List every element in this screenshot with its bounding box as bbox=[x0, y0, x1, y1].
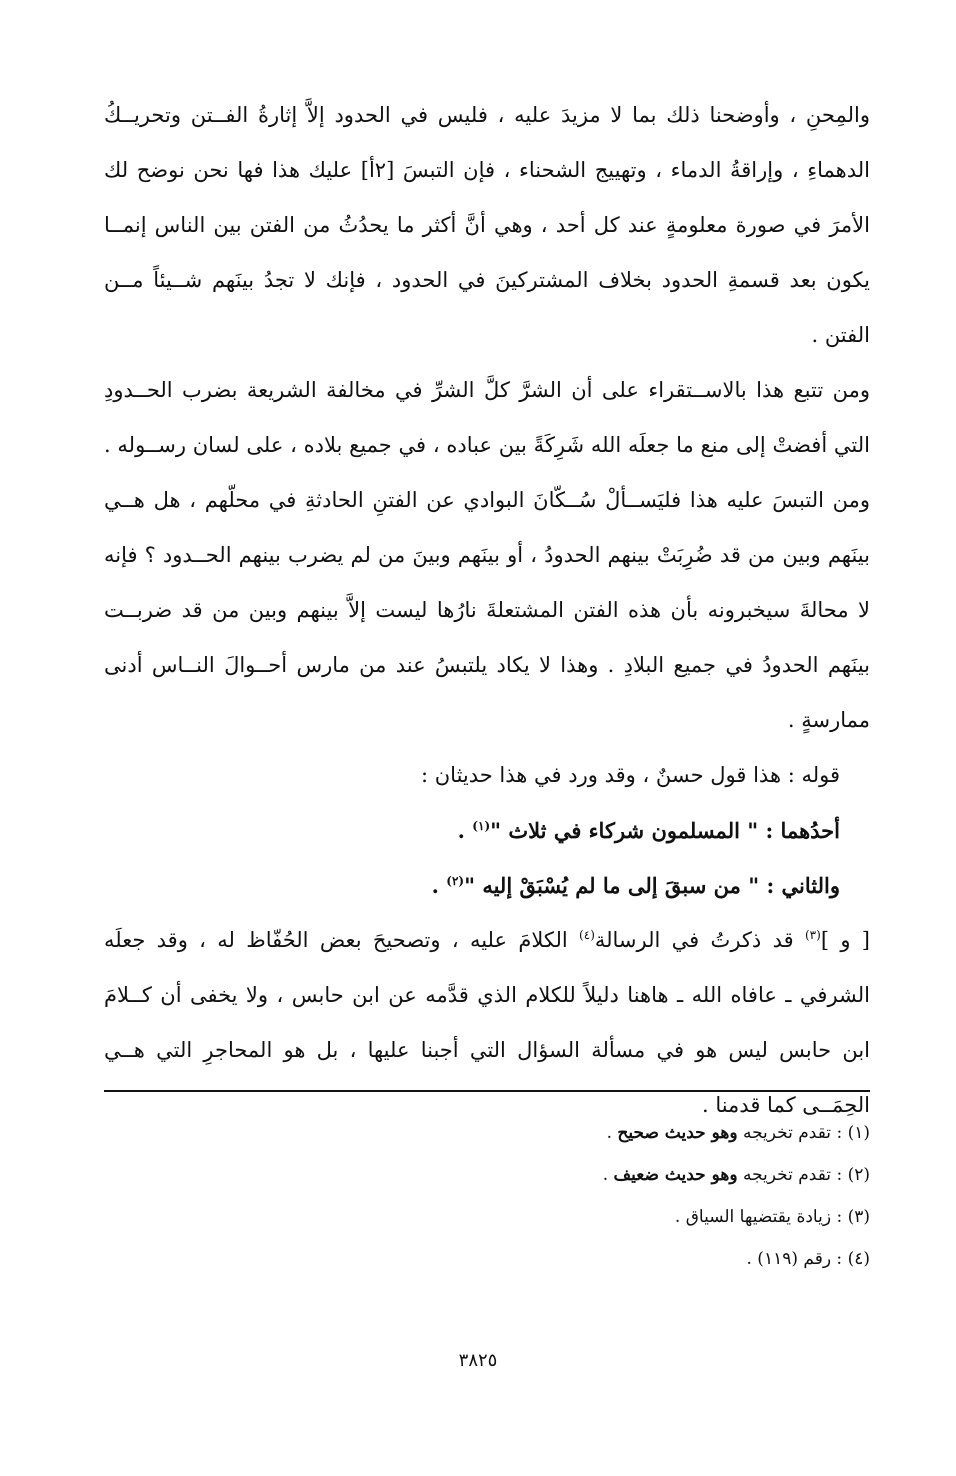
paragraph-3-start: [ و ] bbox=[820, 928, 870, 952]
footnote-number: (٣) bbox=[847, 1207, 870, 1227]
footnote-end: . bbox=[606, 1123, 618, 1143]
footnote-bold: وهو حديث صحيح bbox=[617, 1123, 738, 1143]
footnote-ref-3[interactable]: (٣) bbox=[804, 928, 821, 942]
hadith-2-label: والثاني bbox=[781, 873, 840, 898]
hadith-1 bbox=[104, 803, 870, 858]
page-number: ٣٨٢٥ bbox=[458, 1350, 498, 1371]
hadith-1-text: : " المسلمون شركاء في ثلاث " bbox=[490, 818, 781, 843]
footnote-ref-2[interactable]: (٢) bbox=[446, 874, 465, 888]
hadith-2-end: . bbox=[431, 873, 447, 898]
paragraph-3-mid: قد ذكرتُ في الرسالة bbox=[594, 928, 805, 952]
paragraph-2: ومن تتبع هذا بالاســتقراء على أن الشرَّ كلَّ الشرِّ في مخالفة الشريعة بضرب الحــدودِ التي أفضتْ إلى منع ما جعلَه الله شَرِكَةً بين عباده ، في جميع بلاده ، على لسان رســوله . ومن التبسَ عليه هذا فليَســألْ سُــكّانَ البوادي عن الفتنِ الحادثةِ في محلّهم ، هل هــي بينَهم وبين من قد ضُرِبَتْ بينهم الحدودُ ، أو بينَهم وبينَ من لم يضرب بينهم الحــدود ؟ فإنه لا محالةَ سيخبرونه بأن هذه الفتن المشتعلةَ نارُها ليست إلاَّ بينهم وبين من قد ضربــت بينَهم الحدودُ في جميع البلادِ . وهذا لا يكاد يلتبسُ عند من مارس أحــوالَ النــاس أدنى ممارسةٍ . bbox=[104, 378, 870, 732]
hadith-2 bbox=[104, 858, 870, 913]
paragraph-3-rest: الكلامَ عليه ، وتصحيحَ بعض الحُفّاظ له ، وقد جعلَه الشرفي ـ عافاه الله ـ هاهنا دليلاً للكلام الذي قدَّمه عن ابن حابس ، ولا يخفى أن كــلامَ ابن حابس ليس هو في مسألة السؤال التي أجبنا عليها ، بل هو المحاجرِ التي هــي الحِمَــى كما قدمنا . bbox=[104, 928, 870, 1117]
footnotes bbox=[104, 1112, 870, 1280]
hadith-1-label: أحدُهما bbox=[780, 818, 840, 843]
footnote-3 bbox=[104, 1196, 870, 1238]
footnote-text: : رقم (١١٩) . bbox=[746, 1249, 848, 1269]
quote-line: قوله : هذا قول حسنٌ ، وقد ورد في هذا حديثان : bbox=[421, 763, 840, 787]
footnote-text: : زيادة يقتضيها السياق . bbox=[674, 1207, 848, 1227]
footnote-1 bbox=[104, 1112, 870, 1154]
footnote-2 bbox=[104, 1154, 870, 1196]
footnote-4 bbox=[104, 1238, 870, 1280]
hadith-1-end: . bbox=[457, 818, 473, 843]
hadith-2-text: : " من سبقَ إلى ما لم يُسْبَقْ إليه " bbox=[464, 873, 782, 898]
footnote-number: (٤) bbox=[847, 1249, 870, 1269]
footnote-number: (٢) bbox=[847, 1165, 870, 1185]
footnote-end: . bbox=[602, 1165, 614, 1185]
footnote-bold: وهو حديث ضعيف bbox=[613, 1165, 738, 1185]
footnote-ref-1[interactable]: (١) bbox=[472, 819, 491, 833]
footnote-ref-4[interactable]: (٤) bbox=[579, 928, 595, 942]
footnote-number: (١) bbox=[847, 1123, 870, 1143]
footnote-divider bbox=[104, 1090, 870, 1092]
paragraph-3 bbox=[104, 913, 870, 1133]
main-text bbox=[104, 88, 870, 1133]
footnote-text: : تقدم تخريجه bbox=[737, 1123, 848, 1143]
paragraph-1: والمِحنِ ، وأوضحنا ذلك بما لا مزيدَ عليه ، فليس في الحدود إلاَّ إثارةُ الفــتن وتحريــكُ الدهماءِ ، وإراقةُ الدماء ، وتهييج الشحناء ، فإن التبسَ [٢أ] عليك هذا فها نحن نوضح لك الأمرَ في صورة معلومةٍ عند كل أحد ، وهي أنَّ أكثر ما يحدُثُ من الفتن بين الناس إنمــا يكون بعد قسمةِ الحدود بخلاف المشتركينَ في الحدود ، فإنك لا تجدُ بينَهم شــيئاً مــن الفتن . bbox=[104, 103, 870, 347]
footnote-text: : تقدم تخريجه bbox=[737, 1165, 848, 1185]
